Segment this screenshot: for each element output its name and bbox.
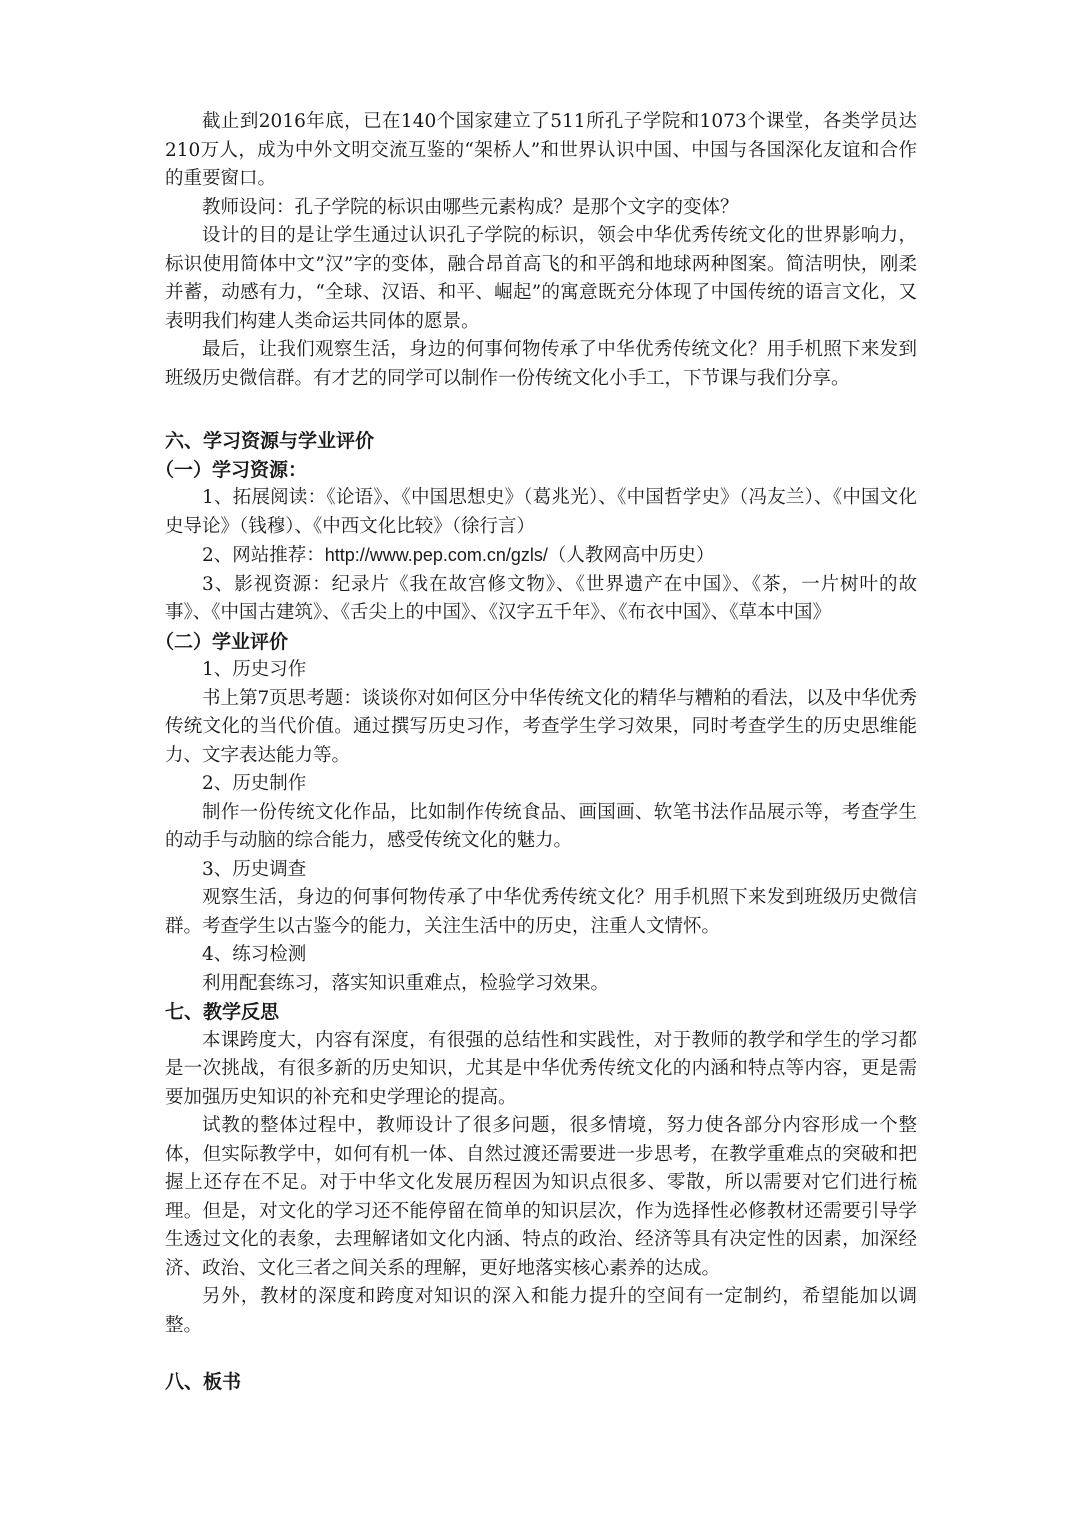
reflection-paragraph: 另外，教材的深度和跨度对知识的深入和能力提升的空间有一定制约，希望能加以调整。: [165, 1286, 917, 1336]
evaluation-item-body: 利用配套练习，落实知识重难点，检验学习效果。: [202, 972, 610, 994]
evaluation-item-title: 1、历史习作: [202, 659, 307, 680]
subsection-heading-evaluation: （二）学业评价: [155, 630, 289, 653]
resource-item-reading: 1、拓展阅读：《论语》、《中国思想史》（葛兆光）、《中国哲学史》（冯友兰）、《中国文化史导论》（钱穆）、《中西文化比较》（徐行言）: [165, 487, 917, 537]
reflection-paragraph: 试教的整体过程中，教师设计了很多问题，很多情境，努力使各部分内容形成一个整体，但实际教学中，如何有机一体、自然过渡还需要进一步思考，在教学重难点的突破和把握上还存在不足。对于中华文化发展历程因为知识点很多、零散，所以需要对它们进行梳理。但是，对文化的学习还不能停留在简单的知识层次，作为选择性必修教材还需要引导学生透过文化的表象，去理解诸如文化内涵、特点的政治、经济等具有决定性的因素，加深经济、政治、文化三者之间关系的理解，更好地落实核心素养的达成。: [165, 1115, 917, 1279]
resource-item-video: 3、影视资源：纪录片《我在故宫修文物》、《世界遗产在中国》、《茶，一片树叶的故事》、《中国古建筑》、《舌尖上的中国》、《汉字五千年》、《布衣中国》、《草本中国》: [165, 573, 917, 623]
resource-website-note: （人教网高中历史）: [547, 545, 715, 566]
resource-item-website: [165, 541, 917, 571]
section-heading-reflection: 七、教学反思: [165, 1001, 280, 1023]
evaluation-item-title: 2、历史制作: [202, 773, 307, 794]
intro-paragraph-homework: 最后，让我们观察生活，身边的何事何物传承了中华优秀传统文化？用手机照下来发到班级历史微信群。有才艺的同学可以制作一份传统文化小手工，下节课与我们分享。: [165, 339, 917, 389]
intro-paragraph-design-purpose: 设计的目的是让学生通过认识孔子学院的标识，领会中华优秀传统文化的世界影响力，标识使用简体中文”汉”字的变体，融合昂首高飞的和平鸽和地球两种图案。简洁明快，刚柔并蓄，动感有力，“全球、汉语、和平、崛起”的寓意既充分体现了中国传统的语言文化，又表明我们构建人类命运共同体的愿景。: [165, 225, 917, 332]
document-page: [155, 108, 917, 1397]
evaluation-item-body: 书上第7页思考题：谈谈你对如何区分中华传统文化的精华与糟粕的看法，以及中华优秀传统文化的当代价值。通过撰写历史习作，考查学生学习效果，同时考查学生的历史思维能力、文字表达能力等。: [165, 687, 917, 766]
section-heading-resources-evaluation: 六、学习资源与学业评价: [165, 430, 375, 452]
resource-website-url: http://www.pep.com.cn/gzls/: [324, 545, 548, 565]
intro-paragraph-teacher-question: 教师设问：孔子学院的标识由哪些元素构成？是那个文字的变体？: [202, 196, 739, 218]
resource-website-label: 2、网站推荐：: [202, 545, 325, 566]
evaluation-item-title: 4、练习检测: [202, 944, 307, 965]
section-heading-blackboard: 八、板书: [165, 1371, 242, 1393]
evaluation-item-title: 3、历史调查: [202, 858, 307, 880]
intro-paragraph-stats: 截止到2016年底，已在140个国家建立了511所孔子学院和1073个课堂，各类学员达210万人，成为中外文明交流互鉴的“架桥人”和世界认识中国、中国与各国深化友谊和合作的重要窗口。: [165, 111, 917, 189]
reflection-paragraph: 本课跨度大，内容有深度，有很强的总结性和实践性，对于教师的教学和学生的学习都是一次挑战，有很多新的历史知识，尤其是中华优秀传统文化的内涵和特点等内容，更是需要加强历史知识的补充和史学理论的提高。: [165, 1029, 917, 1108]
subsection-heading-resources: （一）学习资源：: [155, 458, 308, 481]
evaluation-item-body: 观察生活，身边的何事何物传承了中华优秀传统文化？用手机照下来发到班级历史微信群。考查学生以古鉴今的能力，关注生活中的历史，注重人文情怀。: [165, 887, 917, 937]
evaluation-item-body: 制作一份传统文化作品，比如制作传统食品、画国画、软笔书法作品展示等，考查学生的动手与动脑的综合能力，感受传统文化的魅力。: [165, 801, 917, 851]
